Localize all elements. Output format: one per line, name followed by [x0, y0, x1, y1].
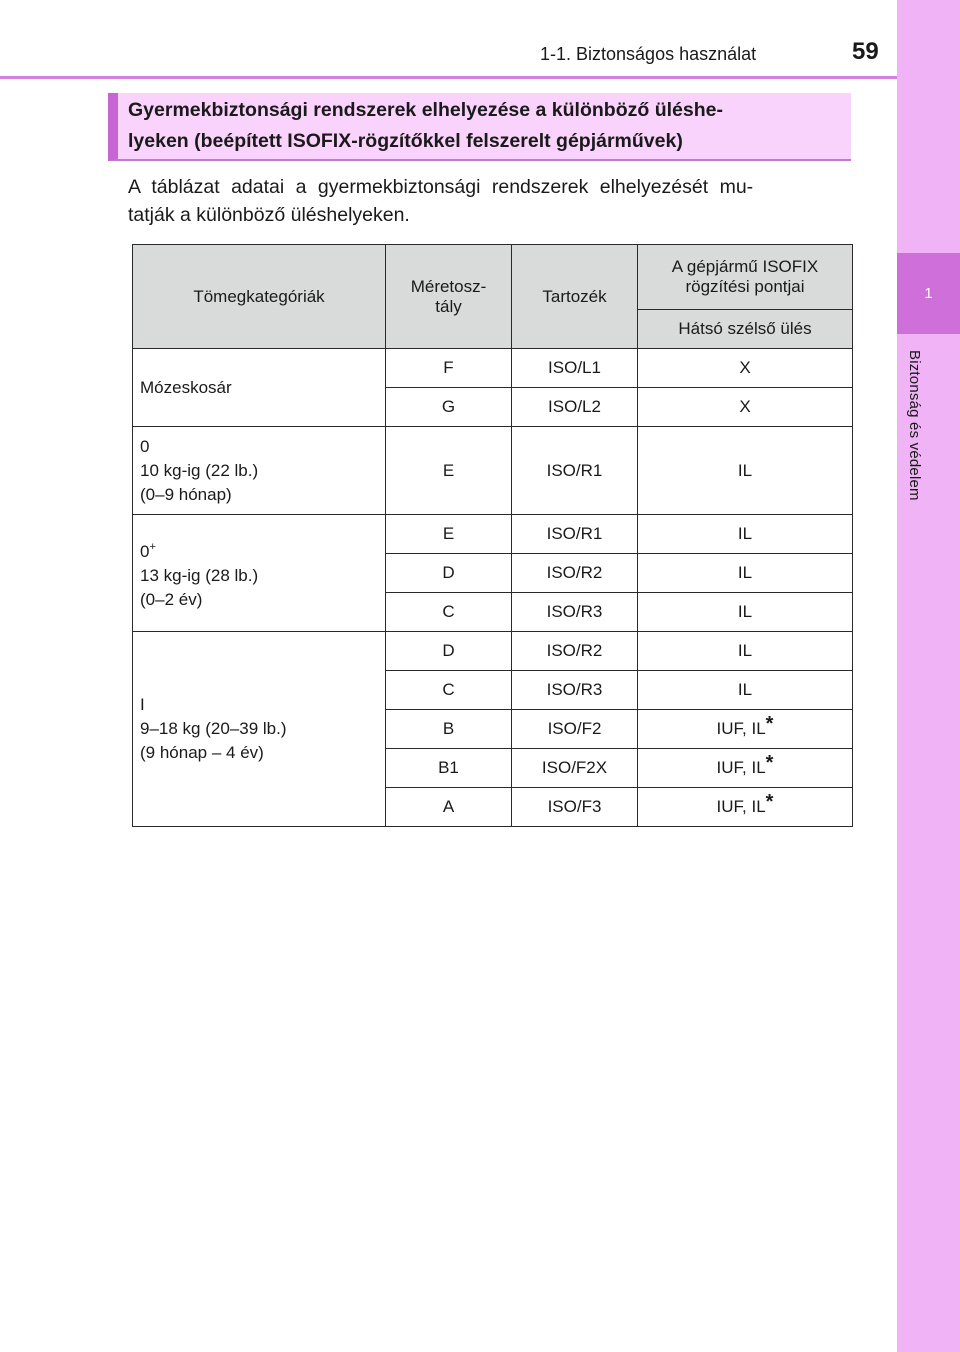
header-isofix-anchors-line-1: A gépjármű ISOFIX [671, 257, 819, 276]
rear-outboard-value-cell [638, 749, 853, 788]
size-class-cell: C [386, 671, 512, 710]
chapter-number-box [897, 253, 960, 334]
weight-category-line [140, 535, 385, 564]
rear-outboard-value-cell [638, 554, 853, 593]
header-rule [0, 76, 897, 79]
suitability-value: IL [737, 641, 753, 660]
intro-paragraph-line-2: tatják a különböző üléshelyeken. [128, 204, 410, 226]
table-row [133, 632, 853, 671]
weight-category-line: I [140, 695, 145, 714]
fixture-cell: ISO/R2 [512, 632, 638, 671]
weight-category-cell [133, 427, 386, 515]
header-isofix-anchors-line-2: rögzítési pontjai [685, 277, 805, 296]
weight-category-line: 13 kg-ig (28 lb.) [140, 565, 259, 585]
suitability-value: IL [737, 460, 753, 480]
size-class-cell: D [386, 632, 512, 671]
table-row [133, 427, 853, 515]
weight-category-cell [133, 632, 386, 827]
weight-category-cell [133, 349, 386, 427]
size-class-cell: D [386, 554, 512, 593]
suitability-value: IUF, IL [716, 797, 766, 816]
table-row [133, 515, 853, 554]
size-class-cell: E [386, 515, 512, 554]
weight-category-line: 10 kg-ig (22 lb.) [140, 460, 259, 480]
suitability-value: IL [737, 563, 753, 582]
weight-category-line: 9–18 kg (20–39 lb.) [140, 719, 287, 738]
size-class-cell: F [386, 349, 512, 388]
suitability-value: IL [737, 680, 753, 699]
rear-outboard-value-cell [638, 427, 853, 515]
weight-category-line: Mózeskosár [140, 377, 232, 397]
rear-outboard-value-cell [638, 710, 853, 749]
fixture-cell: ISO/F2 [512, 710, 638, 749]
suitability-value: IL [737, 524, 753, 543]
weight-category-line: (0–2 év) [140, 589, 203, 609]
rear-outboard-value-cell [638, 671, 853, 710]
footnote-asterisk: * [765, 752, 774, 774]
running-header-title: 1-1. Biztonságos használat [540, 44, 757, 64]
fixture-cell: ISO/L1 [512, 349, 638, 388]
rear-outboard-value-cell [638, 349, 853, 388]
header-fixture: Tartozék [512, 245, 638, 349]
footnote-asterisk: * [765, 713, 774, 735]
fixture-cell: ISO/L2 [512, 388, 638, 427]
section-heading-box [108, 93, 851, 161]
footnote-asterisk: * [765, 791, 774, 813]
fixture-cell: ISO/R3 [512, 593, 638, 632]
header-weight-category: Tömegkategóriák [133, 245, 386, 349]
weight-category-cell [133, 515, 386, 632]
fixture-cell: ISO/R3 [512, 671, 638, 710]
chapter-side-tab [897, 0, 960, 1352]
fixture-cell: ISO/R2 [512, 554, 638, 593]
size-class-cell: C [386, 593, 512, 632]
isofix-table [132, 244, 853, 827]
suitability-value: IUF, IL [716, 758, 766, 777]
header-isofix-anchors [638, 245, 853, 310]
size-class-cell: G [386, 388, 512, 427]
rear-outboard-value-cell [638, 632, 853, 671]
weight-category-line: (0–9 hónap) [140, 484, 232, 504]
weight-category-superscript: + [149, 540, 156, 553]
suitability-value: X [739, 358, 751, 377]
size-class-cell: E [386, 427, 512, 515]
table-row [133, 349, 853, 388]
weight-category-line: 0 [140, 436, 150, 456]
suitability-value: IL [737, 602, 753, 621]
fixture-cell: ISO/R1 [512, 515, 638, 554]
header-size-class-line-2: tály [435, 296, 462, 316]
weight-category-line: (9 hónap – 4 év) [140, 743, 264, 762]
size-class-cell: A [386, 788, 512, 827]
header-size-class-line-1: Méretosz- [410, 276, 487, 296]
section-heading-line-1: Gyermekbiztonsági rendszerek elhelyezése a különböző üléshe- [128, 99, 723, 121]
rear-outboard-value-cell [638, 388, 853, 427]
suitability-value: X [739, 397, 751, 416]
fixture-cell: ISO/F2X [512, 749, 638, 788]
fixture-cell: ISO/F3 [512, 788, 638, 827]
header-size-class [386, 245, 512, 349]
rear-outboard-value-cell [638, 515, 853, 554]
section-heading-line-2: lyeken (beépített ISOFIX-rögzítőkkel felszerelt gépjárművek) [128, 130, 683, 152]
rear-outboard-value-cell [638, 788, 853, 827]
rear-outboard-value-cell [638, 593, 853, 632]
chapter-number: 1 [924, 285, 933, 302]
header-rear-outboard-seat: Hátsó szélső ülés [638, 310, 853, 349]
intro-paragraph-line-1: A táblázat adatai a gyermekbiztonsági rendszerek elhelyezését mu- [128, 176, 754, 198]
size-class-cell: B [386, 710, 512, 749]
size-class-cell: B1 [386, 749, 512, 788]
fixture-cell: ISO/R1 [512, 427, 638, 515]
chapter-title-vertical: Biztonság és védelem [906, 350, 923, 501]
weight-category-main: 0 [140, 541, 150, 561]
page-number: 59 [852, 38, 879, 65]
suitability-value: IUF, IL [716, 719, 766, 738]
